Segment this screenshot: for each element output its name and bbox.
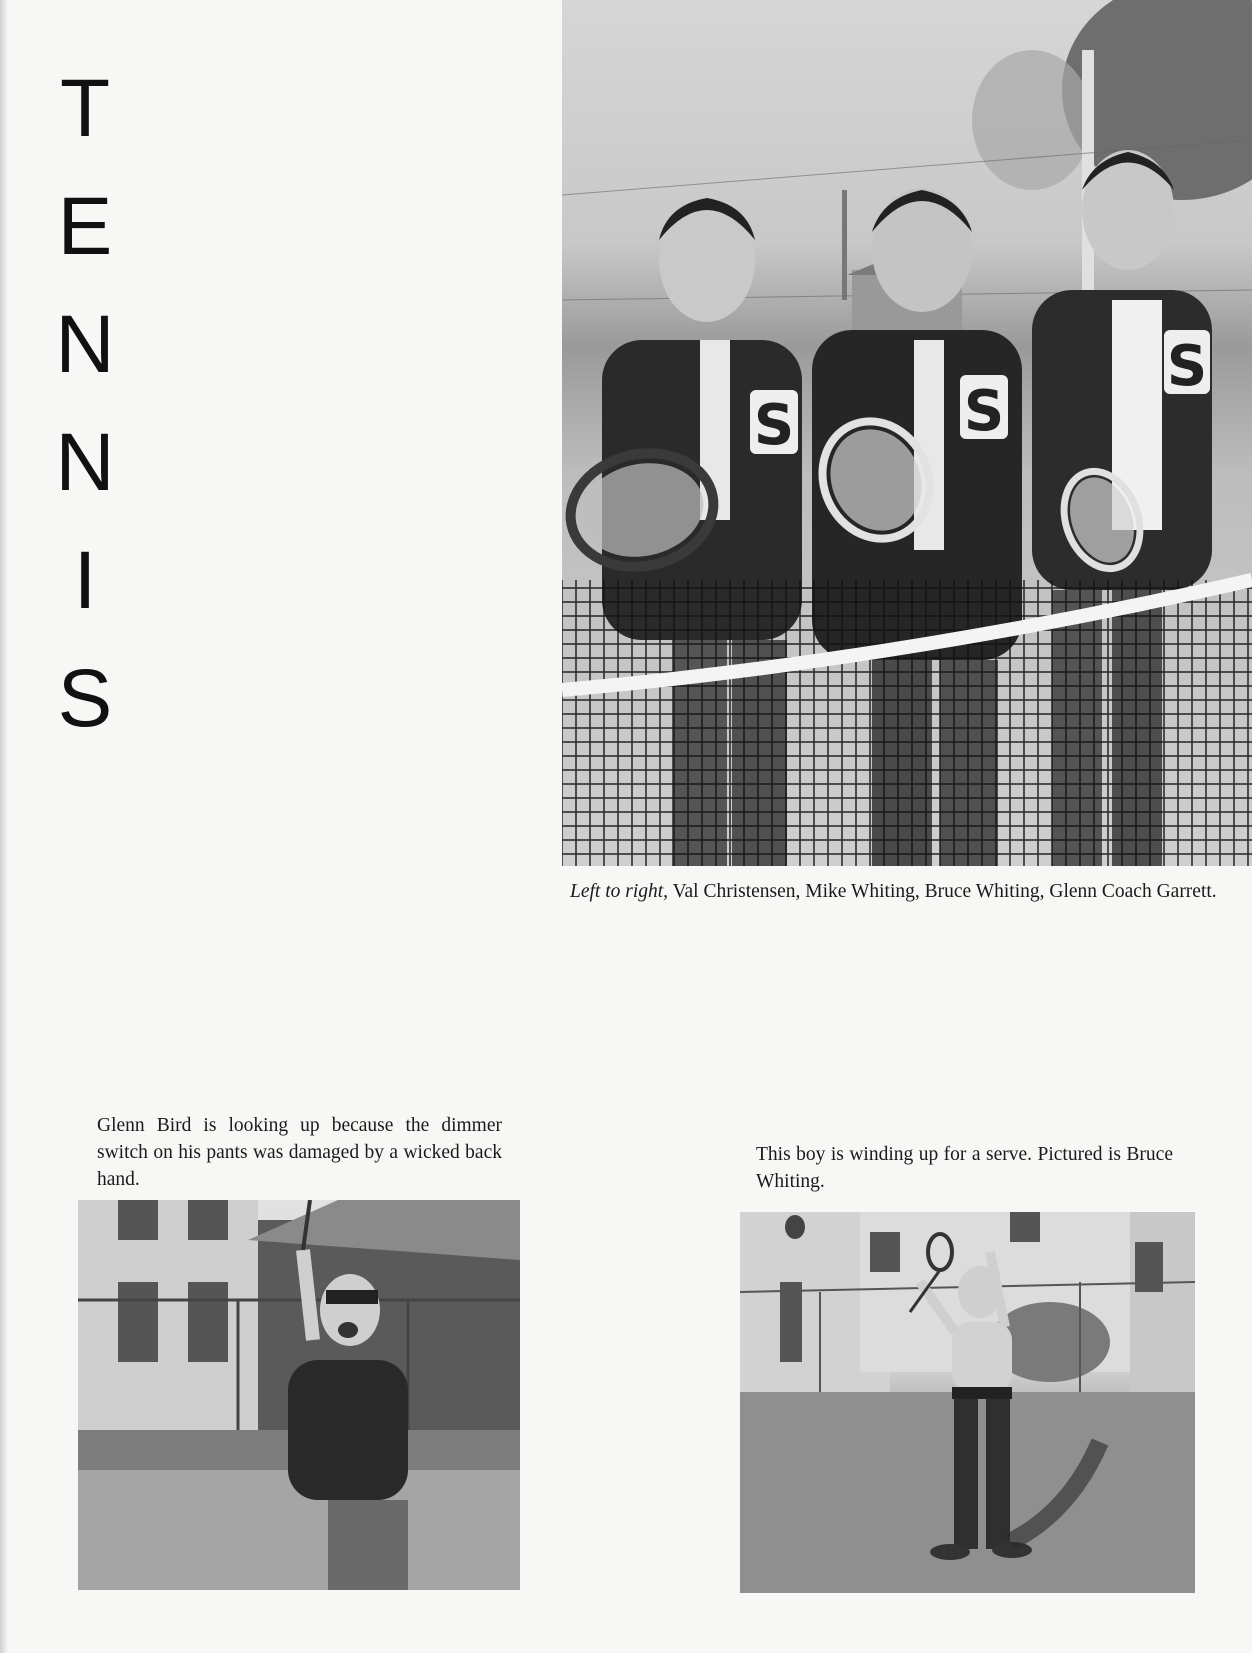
- bruce-whiting-photo: [740, 1212, 1195, 1593]
- team-photo-caption: [570, 878, 1250, 905]
- title-letter: S: [57, 653, 113, 744]
- svg-text:S: S: [753, 393, 795, 458]
- svg-text:S: S: [1166, 334, 1208, 399]
- title-letter: T: [59, 63, 111, 154]
- caption-lead: Left to right,: [570, 881, 669, 902]
- glenn-bird-photo: [78, 1200, 520, 1590]
- title-letter: N: [55, 417, 115, 508]
- team-photo-illustration: [562, 0, 1252, 866]
- page-spine: [0, 0, 8, 1653]
- svg-text:S: S: [963, 379, 1005, 444]
- title-letter: I: [73, 535, 97, 626]
- title-letter: N: [55, 299, 115, 390]
- bruce-whiting-illustration: [740, 1212, 1195, 1593]
- title-letter: E: [57, 181, 113, 272]
- team-photo: [562, 0, 1252, 866]
- glenn-bird-illustration: [78, 1200, 520, 1590]
- caption-names: Val Christensen, Mike Whiting, Bruce Whiting, Glenn Coach Garrett.: [668, 881, 1217, 902]
- glenn-bird-caption: Glenn Bird is looking up because the dimmer switch on his pants was damaged by a wicked back hand.: [97, 1115, 502, 1190]
- bruce-whiting-caption: This boy is winding up for a serve. Pictured is Bruce Whiting.: [756, 1144, 1173, 1192]
- page-title: [50, 50, 120, 758]
